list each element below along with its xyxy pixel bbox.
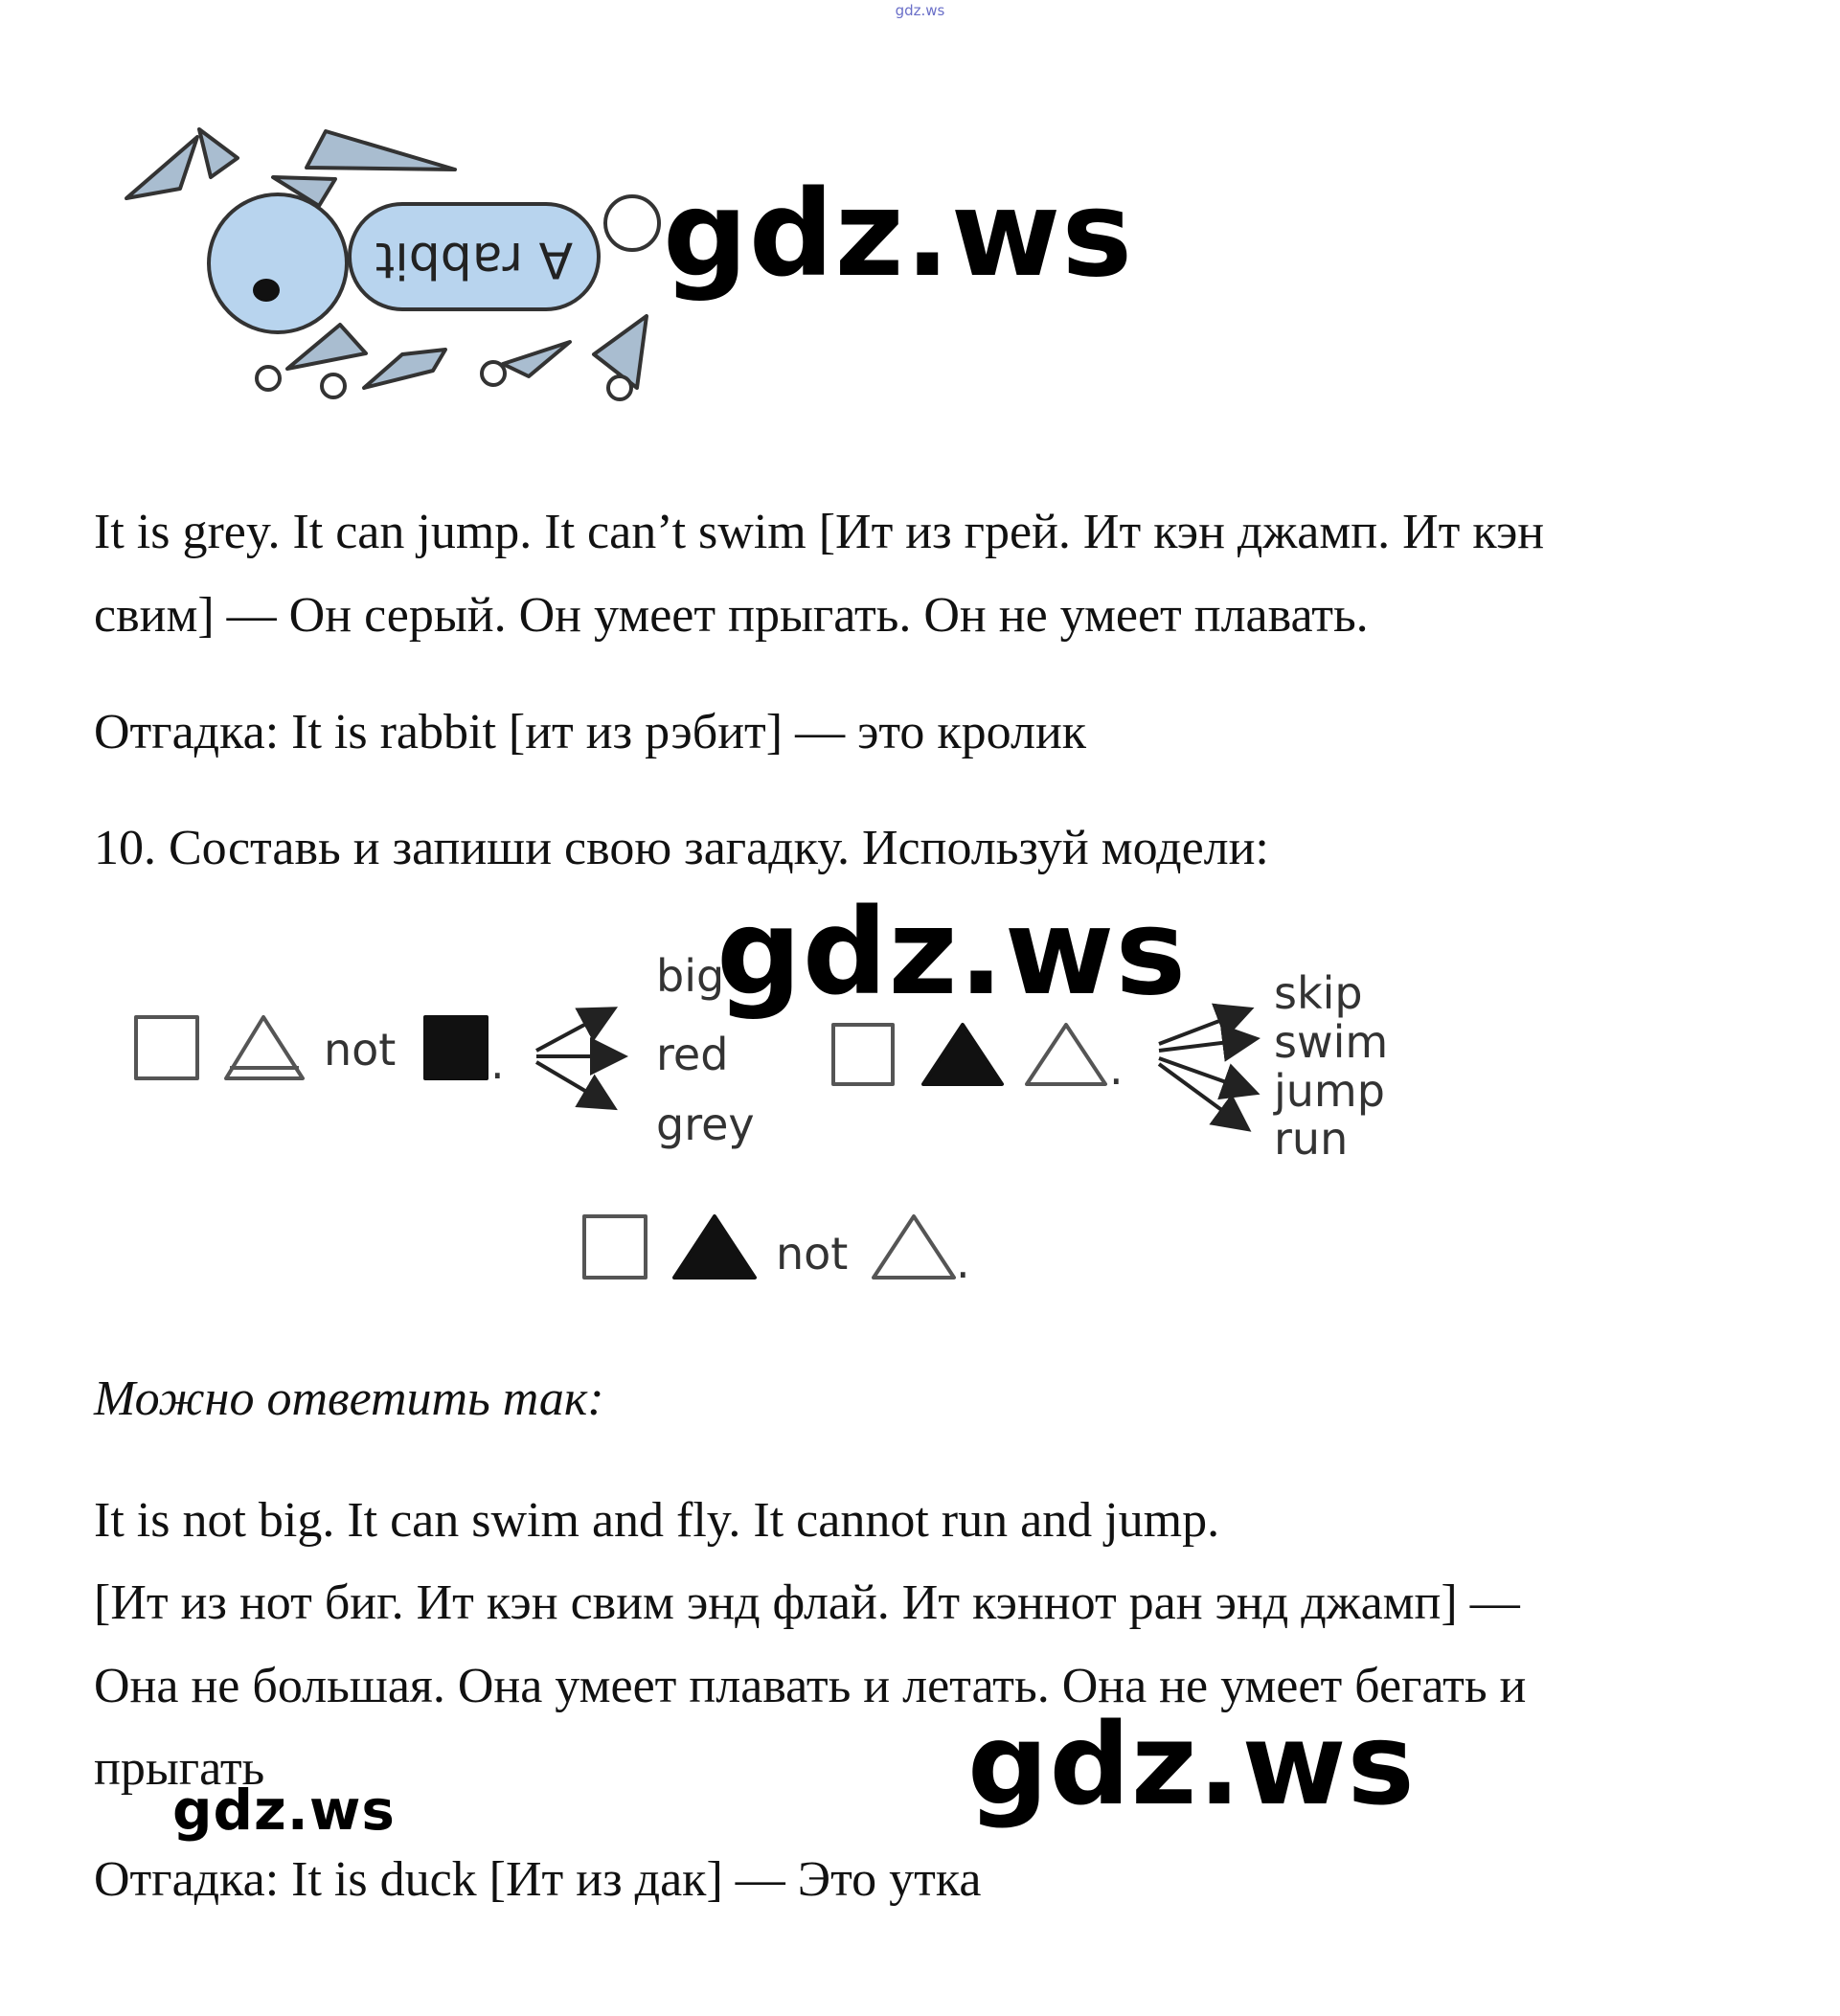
model2-square xyxy=(833,1025,893,1084)
model3-period: . xyxy=(956,1236,970,1288)
verb-swim: swim xyxy=(1274,1016,1389,1068)
watermark: gdz.ws xyxy=(716,884,1188,1022)
paw-circle-4 xyxy=(608,376,631,399)
intro-line-1: It is grey. It can jump. It can’t swim [Ит из грей. Ит кэн джамп. Ит кэн xyxy=(94,505,1545,559)
leg-triangle-2 xyxy=(364,350,445,388)
model3-not: not xyxy=(776,1228,849,1280)
watermark: gdz.ws xyxy=(172,1778,396,1843)
model2-period: . xyxy=(1109,1043,1124,1095)
model2-triangle xyxy=(1027,1025,1105,1084)
model1-not: not xyxy=(324,1024,397,1076)
paw-circle-1 xyxy=(257,367,280,390)
leg-triangle-3 xyxy=(503,342,570,376)
answer-duck: Отгадка: It is duck [Ит из дак] — Это утка xyxy=(94,1852,982,1907)
ear-triangle-right xyxy=(307,131,455,170)
model3-filled-triangle xyxy=(674,1216,755,1278)
model3-triangle xyxy=(874,1216,954,1278)
adjective-red: red xyxy=(656,1029,729,1080)
ear-triangle-small xyxy=(199,129,238,177)
example-line-4: прыгать xyxy=(94,1741,265,1796)
model2-filled-triangle xyxy=(923,1025,1002,1084)
example-line-1: It is not big. It can swim and fly. It cannot run and jump. xyxy=(94,1493,1220,1548)
site-mark: gdz.ws xyxy=(895,2,945,19)
tail-circle xyxy=(605,196,659,250)
nose-dot xyxy=(253,279,280,302)
watermark: gdz.ws xyxy=(663,166,1134,304)
task-heading: 10. Составь и запиши свою загадку. Используй модели: xyxy=(94,821,1269,875)
verb-run: run xyxy=(1274,1113,1349,1165)
paw-circle-2 xyxy=(322,374,345,397)
model3-square xyxy=(584,1216,646,1278)
arrow-grey xyxy=(536,1062,611,1106)
verb-skip: skip xyxy=(1274,967,1363,1019)
rabbit-label: A rabbit xyxy=(375,231,574,288)
ear-triangle-left xyxy=(126,137,197,198)
answer-rabbit: Отгадка: It is rabbit [ит из рэбит] — это кролик xyxy=(94,705,1087,759)
arrow-swim xyxy=(1159,1039,1253,1051)
example-line-2: [Ит из нот биг. Ит кэн свим энд флай. Ит кэннот ран энд джамп] — xyxy=(94,1575,1520,1630)
head-circle xyxy=(209,194,347,332)
adjective-big: big xyxy=(656,950,725,1002)
model1-filled-square xyxy=(425,1017,487,1078)
example-line-3: Она не большая. Она умеет плавать и летать. Она не умеет бегать и xyxy=(94,1659,1527,1713)
leg-triangle-1 xyxy=(287,325,366,369)
model1-square xyxy=(136,1017,197,1078)
adjective-grey: grey xyxy=(656,1099,755,1150)
intro-line-2: свим] — Он серый. Он умеет прыгать. Он не умеет плавать. xyxy=(94,588,1369,643)
paw-circle-3 xyxy=(482,362,505,385)
watermark: gdz.ws xyxy=(967,1698,1416,1830)
verb-jump: jump xyxy=(1274,1065,1385,1117)
model1-period: . xyxy=(490,1037,505,1089)
hint-text: Можно ответить так: xyxy=(94,1371,604,1426)
arrow-big xyxy=(536,1010,611,1051)
